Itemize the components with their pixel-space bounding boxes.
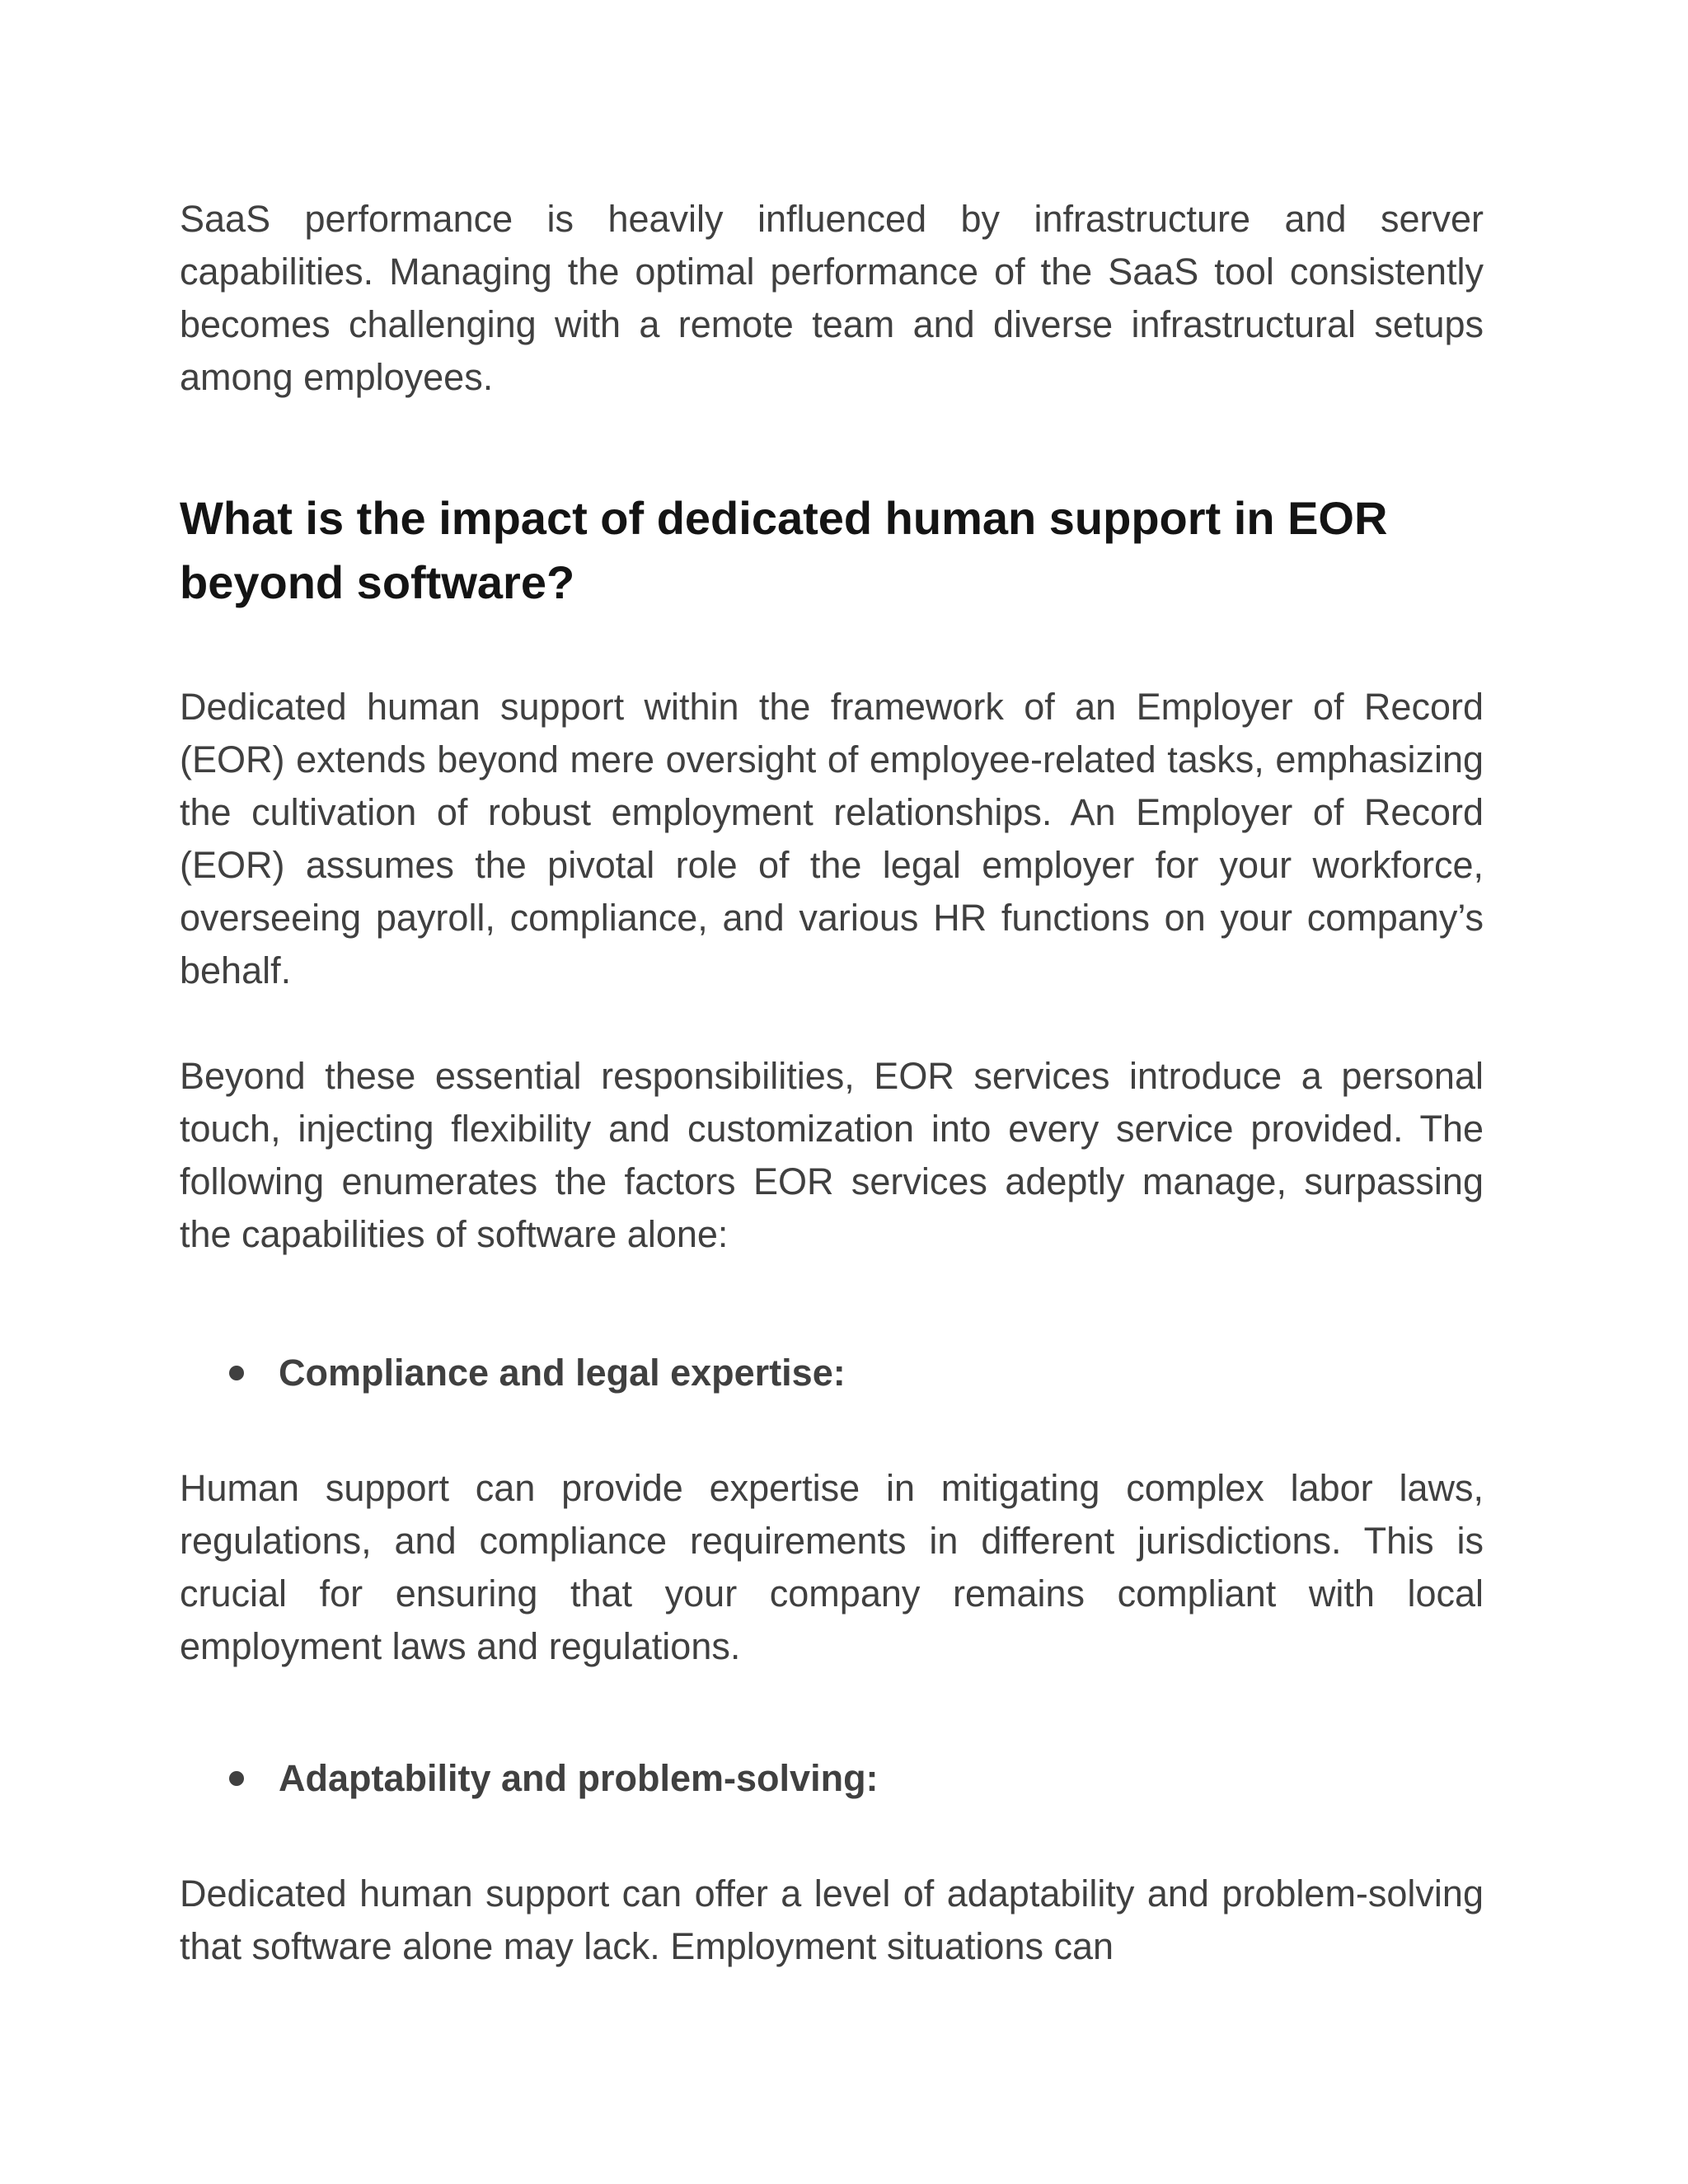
document-page (180, 193, 1484, 1973)
bullet-label: Compliance and legal expertise: (279, 1352, 846, 1394)
bullet-dot-icon (229, 1771, 244, 1786)
paragraph-eor-services: Beyond these essential responsibilities, EOR services introduce a personal touch, injecting flexibility and customization into every service provided. The following enumerates the factors EOR services adeptly manage, surpassing the capabilities of software alone: (180, 1055, 1484, 1255)
bullet-item-adaptability (229, 1752, 1484, 1805)
bullet-list-compliance (180, 1347, 1484, 1399)
section-heading: What is the impact of dedicated human support in EOR beyond software? (180, 492, 1388, 608)
paragraph-eor-definition: Dedicated human support within the framework of an Employer of Record (EOR) extends beyond mere oversight of employee-related tasks, emphasizing the cultivation of robust employment relationships. An Employer of Record (EOR) assumes the pivotal role of the legal employer for your workforce, overseeing payroll, compliance, and various HR functions on your company’s behalf. (180, 686, 1484, 991)
bullet-list-adaptability (180, 1752, 1484, 1805)
bullet-dot-icon (229, 1366, 244, 1380)
bullet-label: Adaptability and problem-solving: (279, 1757, 879, 1799)
paragraph-compliance: Human support can provide expertise in mitigating complex labor laws, regulations, and compliance requirements in different jurisdictions. This is crucial for ensuring that your company remains compliant with local employment laws and regulations. (180, 1467, 1484, 1667)
intro-paragraph: SaaS performance is heavily influenced by infrastructure and server capabilities. Managing the optimal performance of the SaaS tool consistently becomes challenging with a remote team and diverse infrastructural setups among employees. (180, 198, 1484, 398)
paragraph-adaptability: Dedicated human support can offer a level of adaptability and problem-solving that software alone may lack. Employment situations can (180, 1872, 1484, 1967)
bullet-item-compliance (229, 1347, 1484, 1399)
